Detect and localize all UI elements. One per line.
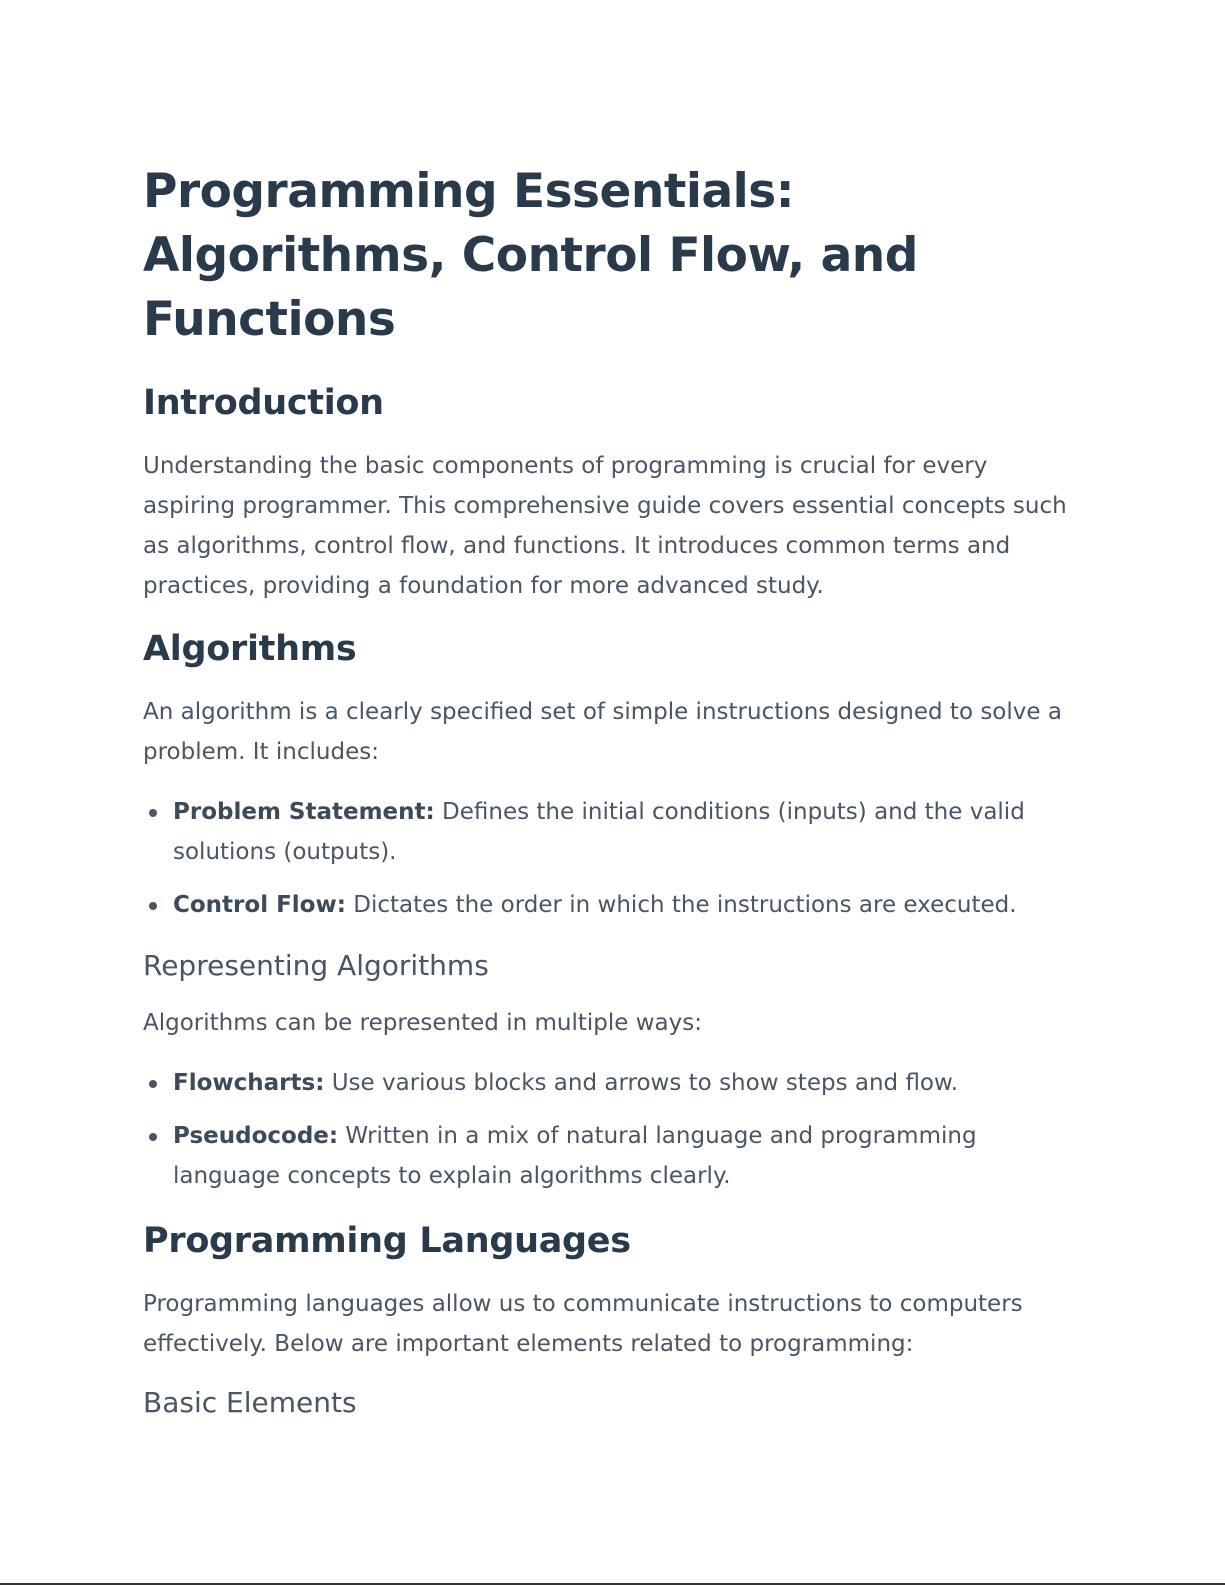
document-page: [143, 160, 1083, 1440]
list-item: [173, 792, 1083, 872]
list-item-text: Written in a mix of natural language and programming language concepts to explain algorithms clearly.: [173, 1123, 977, 1189]
heading-representing-algorithms: Representing Algorithms: [143, 949, 489, 982]
list-item-term: Control Flow:: [173, 892, 346, 918]
heading-introduction: Introduction: [143, 383, 384, 423]
list-item-text: Dictates the order in which the instructions are executed.: [345, 892, 1017, 918]
list-item: [173, 1116, 1083, 1196]
list-item-term: Problem Statement:: [173, 799, 435, 825]
representing-list: [143, 1063, 1083, 1196]
list-item: [173, 885, 1083, 925]
representing-paragraph: Algorithms can be represented in multiple ways:: [143, 1010, 702, 1036]
list-item-text: Defines the initial conditions (inputs) and the valid solutions (outputs).: [173, 799, 1025, 865]
heading-programming-languages: Programming Languages: [143, 1221, 631, 1261]
list-item-term: Pseudocode:: [173, 1123, 339, 1149]
introduction-paragraph: Understanding the basic components of programming is crucial for every aspiring programmer. This comprehensive guide covers essential concepts such as algorithms, control flow, and functions. It introduces common terms and practices, providing a foundation for more advanced study.: [143, 453, 1067, 599]
heading-basic-elements: Basic Elements: [143, 1386, 357, 1419]
list-item-term: Flowcharts:: [173, 1070, 325, 1096]
languages-paragraph: Programming languages allow us to communicate instructions to computers effectively. Below are important elements related to programming:: [143, 1291, 1023, 1357]
document-title: Programming Essentials: Algorithms, Control Flow, and Functions: [143, 164, 918, 347]
algorithms-paragraph: An algorithm is a clearly specified set of simple instructions designed to solve a problem. It includes:: [143, 699, 1062, 765]
list-item-text: Use various blocks and arrows to show steps and flow.: [324, 1070, 959, 1096]
list-item: [173, 1063, 1083, 1103]
algorithms-list: [143, 792, 1083, 925]
heading-algorithms: Algorithms: [143, 629, 357, 669]
